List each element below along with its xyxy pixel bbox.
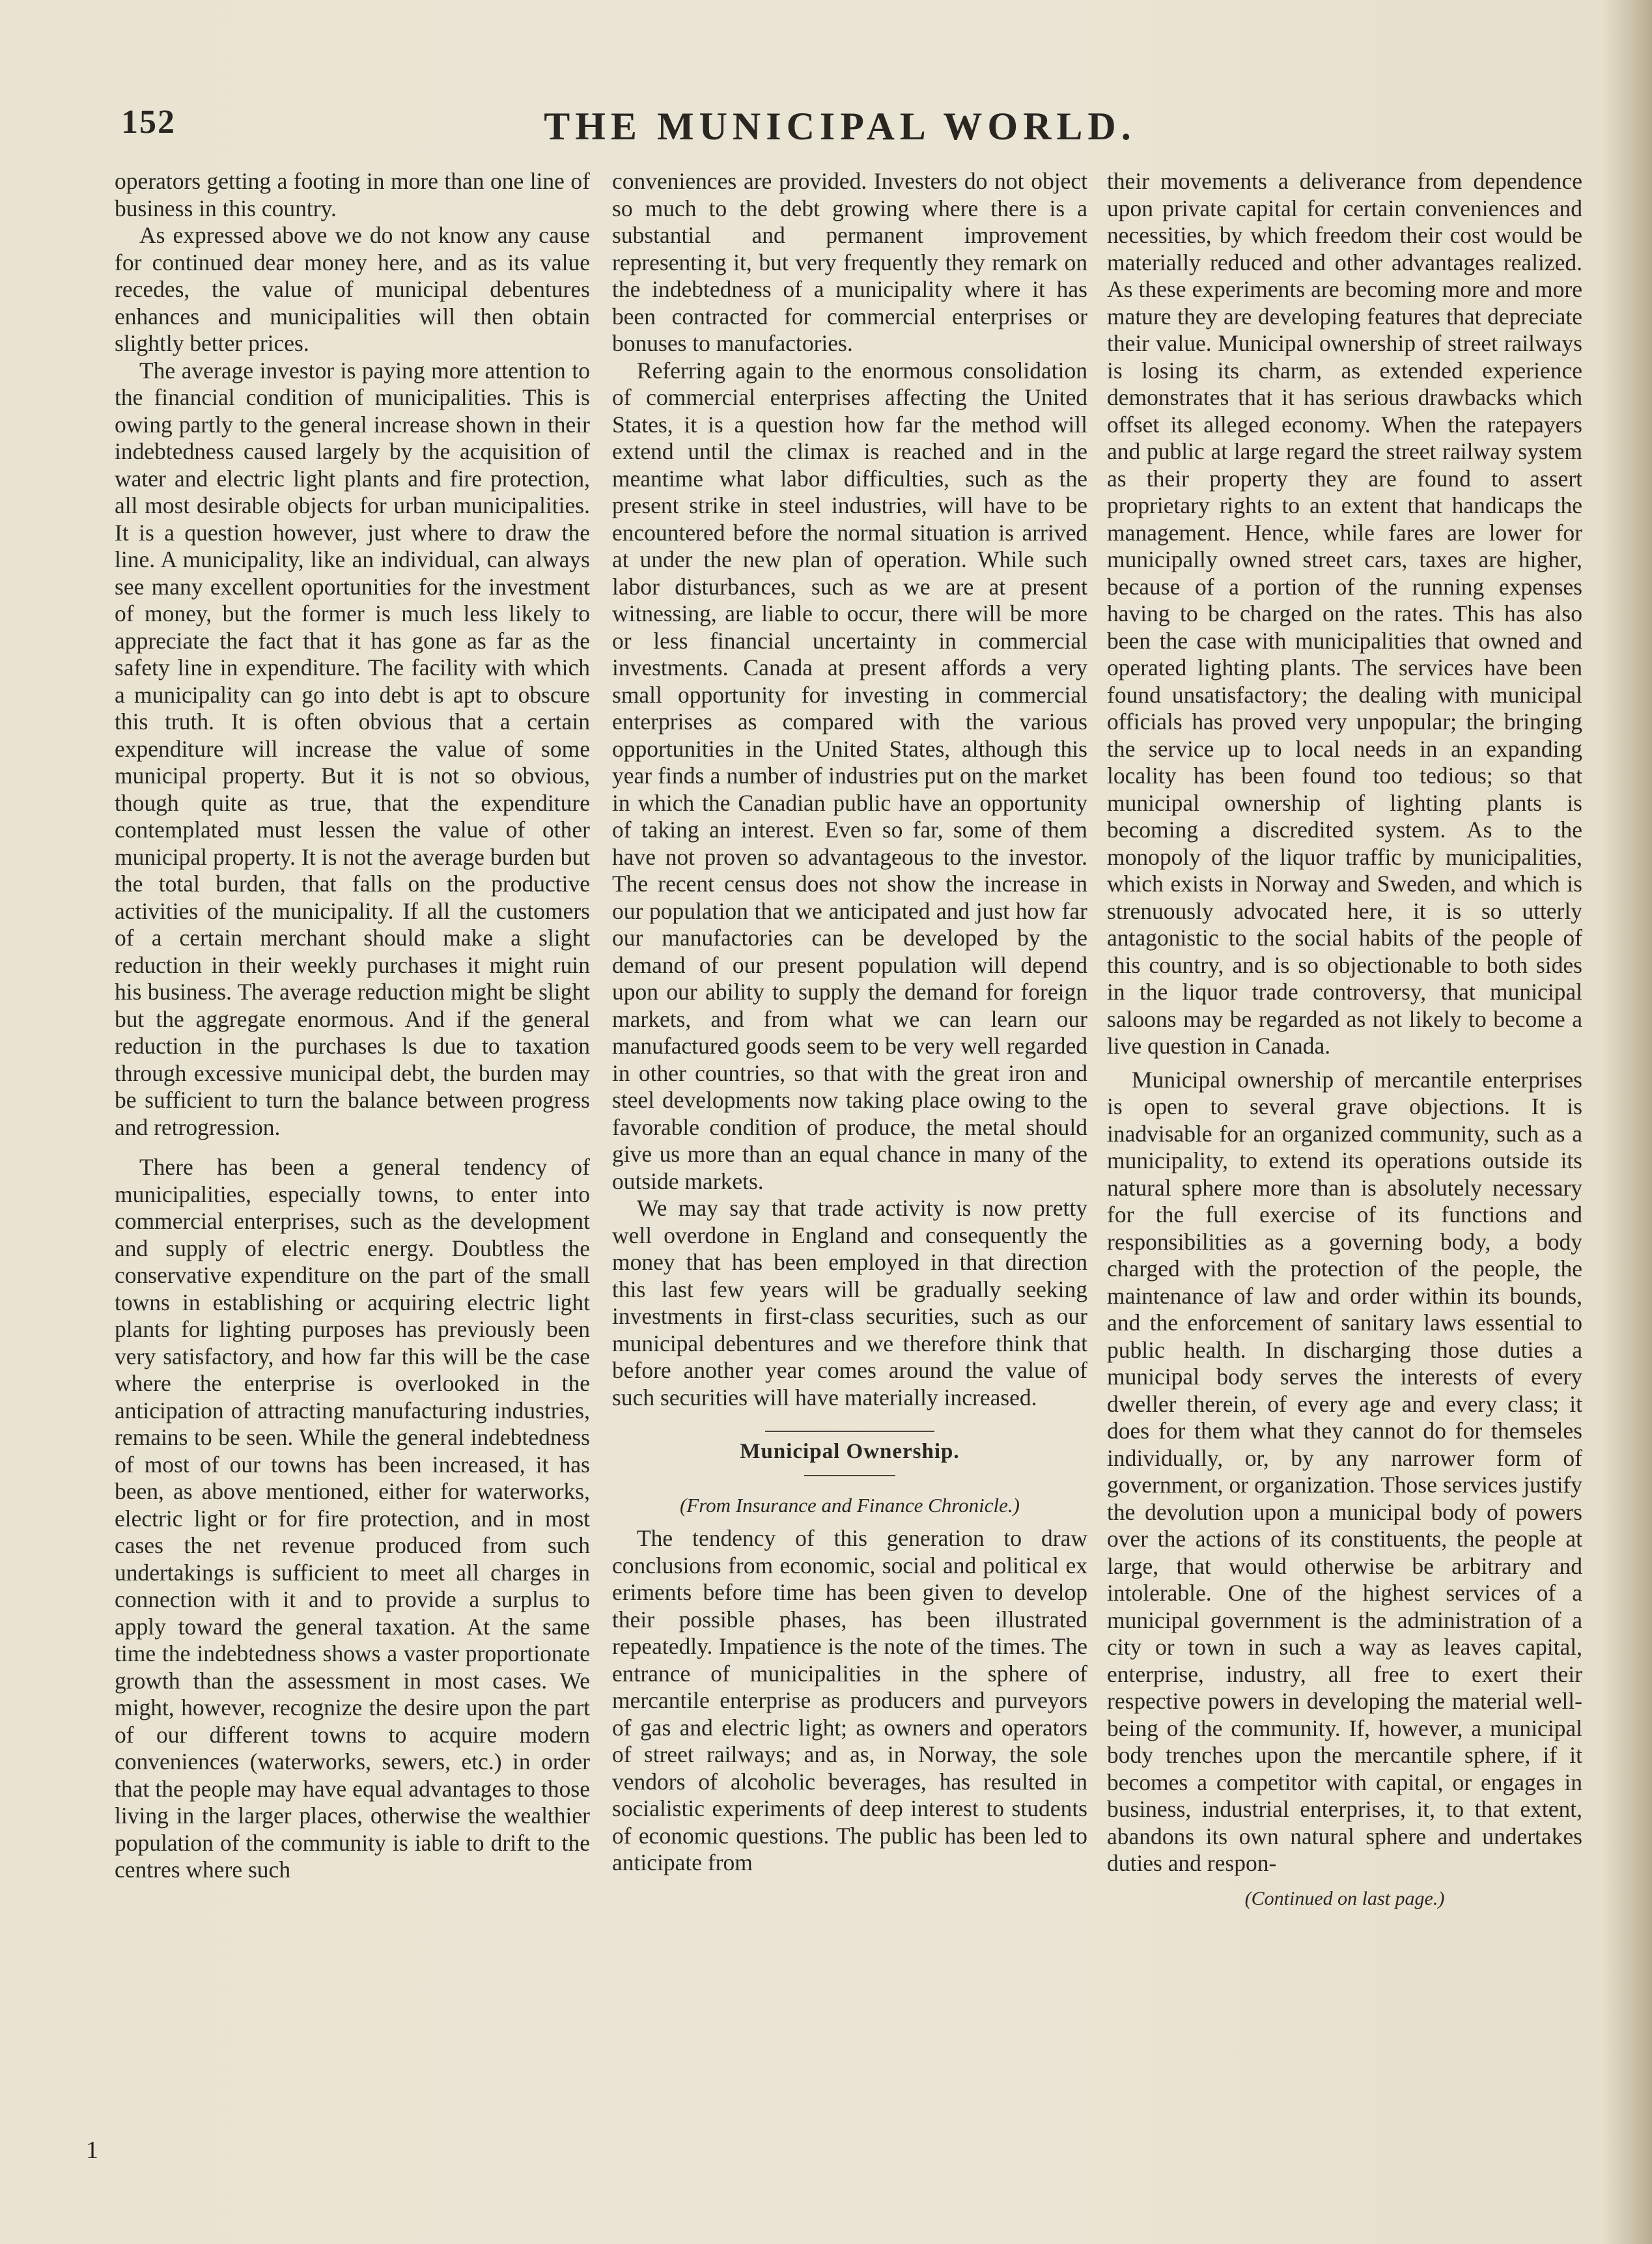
paragraph: The tendency of this generation to draw conclusions from economic, social and political ex eriments before time has been given to develop their possible phases, has been illustrated repeatedly. Impatience is the note of the times. The entrance of municipalities in the sphere of mercantile enterprise as producers and purveyors of gas and electric light; as owners and operators of street railways; and as, in Norway, the sole vendors of alcoholic beverages, has resulted in socialistic experiments of deep interest to students of economic questions. The public has been led to anticipate from: [612, 1525, 1087, 1875]
page-header: [117, 98, 1563, 156]
paragraph: operators getting a footing in more than one line of business in this country.: [115, 168, 590, 221]
footer-mark: 1: [86, 2137, 98, 2164]
column-3: [1107, 168, 1582, 1912]
heading-underline: [804, 1475, 895, 1476]
section-divider: [765, 1431, 934, 1432]
paragraph: Referring again to the enormous consolidation of commercial enterprises affecting the United States, it is a question how far the method will extend until the climax is reached and in the meantime what labor difficulties, such as the present strike in steel industries, will have to be encountered before the normal situation is arrived at under the new plan of operation. While such labor disturbances, such as we are at present witnessing, are liable to occur, there will be more or less financial uncertainty in commercial investments. Canada at present affords a very small opportunity for investing in commercial enterprises as compared with the various opportunities in the United States, although this year finds a number of industries put on the market in which the Canadian public have an opportunity of taking an interest. Even so far, some of them have not proven so advantageous to the investor. The recent census does not show the increase in our population that we anticipated and just how far our manufactories can be developed by the demand of our present population will depend upon our ability to supply the demand for foreign markets, and from what we can learn our manufactured goods seem to be very well regarded in other countries, so that with the great iron and steel developments now taking place owing to the favorable condition of produce, the metal should give us more than an equal chance in many of the outside markets.: [612, 357, 1087, 1194]
paragraph: their movements a deliverance from dependence upon private capital for certain conveniences and necessities, by which freedom their cost would be materially reduced and other advantages realized. As these experiments are becoming more and more mature they are developing features that depreciate their value. Municipal ownership of street railways is losing its charm, as extended experience demonstrates that it has serious drawbacks which offset its alleged economy. When the ratepayers and public at large regard the street railway system as their property they are found to assert proprietary rights to an extent that handicaps the management. Hence, while fares are lower for municipally owned street cars, taxes are higher, because of a portion of the running expenses having to be charged on the rates. This has also been the case with municipalities that owned and operated lighting plants. The services have been found unsatisfactory; the dealing with municipal officials has proved very unpopular; the bringing the service up to local needs in an expanding locality has been found too tedious; so that municipal ownership of lighting plants is becoming a discredited system. As to the monopoly of the liquor traffic by municipalities, which exists in Norway and Sweden, and which is strenuously advocated here, it is so utterly antagonistic to the social habits of the people of this country, and is so objectionable to both sides in the liquor trade controversy, that municipal saloons may be regarded as not likely to become a live question in Canada.: [1107, 168, 1582, 1059]
paragraph: There has been a general tendency of municipalities, especially towns, to enter into commercial enterprises, such as the development and supply of electric energy. Doubtless the conservative expenditure on the part of the small towns in establishing or acquiring electric light plants for lighting purposes has previously been very satisfactory, and how far this will be the case where the enterprise is overlooked in the anticipation of attracting manufacturing industries, remains to be seen. While the general indebtedness of most of our towns has been increased, it has been, as above mentioned, either for waterworks, electric light or for fire protection, and in most cases the net revenue produced from such undertakings is sufficient to meet all charges in connection with it and to provide a surplus to apply toward the general taxation. At the same time the indebtedness shows a vaster proportionate growth than the assessment in most cases. We might, however, recognize the desire upon the part of our different towns to acquire modern conveniences (waterworks, sewers, etc.) in order that the people may have equal advantages to those living in the larger places, otherwise the wealthier population of the community is iable to drift to the centres where such: [115, 1154, 590, 1883]
paragraph: As expressed above we do not know any cause for continued dear money here, and as its value recedes, the value of municipal debentures enhances and municipalities will then obtain slightly better prices.: [115, 222, 590, 356]
column-1: [115, 168, 590, 1884]
source-credit: (From Insurance and Finance Chronicle.): [679, 1493, 1020, 1517]
paragraph: We may say that trade activity is now pretty well overdone in England and consequently the money that has been employed in that direction this last few years will be gradually seeking investments in first-class securities, such as our municipal debentures and we therefore think that before another year comes around the value of such securities will have materially increased.: [612, 1195, 1087, 1410]
paragraph: Municipal ownership of mercantile enterprises is open to several grave objections. It is inadvisable for an organized community, such as a municipality, to extend its operations outside its natural sphere more than is absolutely necessary for the full exercise of its functions and responsibilities as a governing body, a body charged with the protection of the people, the maintenance of law and order within its bounds, and the enforcement of sanitary laws essential to public health. In discharging those duties a municipal body serves the interests of every dweller therein, of every age and every class; it does for them what they cannot do for themseles individually, or, by any narrower form of government, or organization. Those services justify the devolution upon a municipal body of powers over the actions of its constituents, the people at large, that would otherwise be arbitrary and intolerable. One of the highest services of a municipal government is the administration of a city or town in such a way as leaves capital, enterprise, industry, all free to exert their respective powers in developing the material well-being of the community. If, however, a municipal body trenches upon the mercantile sphere, if it becomes a competitor with capital, or engages in business, industrial enterprises, it, to that extent, abandons its own natural sphere and undertakes duties and respon-: [1107, 1066, 1582, 1876]
masthead-title: THE MUNICIPAL WORLD.: [544, 105, 1136, 148]
continued-note: (Continued on last page.): [1244, 1887, 1445, 1909]
column-2: [612, 168, 1087, 1877]
paragraph: The average investor is paying more attention to the financial condition of municipalities. This is owing partly to the general increase shown in their indebtedness caused largely by the acquisition of water and electric light plants and fire protection, all most desirable objects for urban municipalities. It is a question however, just where to draw the line. A municipality, like an individual, can always see many excellent oportunities for the investment of money, but the former is much less likely to appreciate the fact that it has gone as far as the safety line in expenditure. The facility with which a municipality can go into debt is apt to obscure this truth. It is often obvious that a certain expenditure will increase the value of some municipal property. But it is not so obvious, though quite as true, that the expenditure contemplated must lessen the value of other municipal property. It is not the average burden but the total burden, that falls on the productive activities of the municipality. If all the customers of a certain merchant should make a slight reduction in their weekly purchases it might ruin his business. The average reduction might be slight but the aggregate enormous. And if the general reduction in the purchases ls due to taxation through excessive municipal debt, the burden may be sufficient to turn the balance between progress and retrogression.: [115, 357, 590, 1140]
paragraph: conveniences are provided. Investers do not object so much to the debt growing where there is a substantial and permanent improvement representing it, but very frequently they remark on the indebtedness of a municipality where it has been contracted for commercial enterprises or bonuses to manufactories.: [612, 168, 1087, 356]
page-number: 152: [121, 104, 176, 141]
section-heading: Municipal Ownership.: [740, 1440, 960, 1463]
